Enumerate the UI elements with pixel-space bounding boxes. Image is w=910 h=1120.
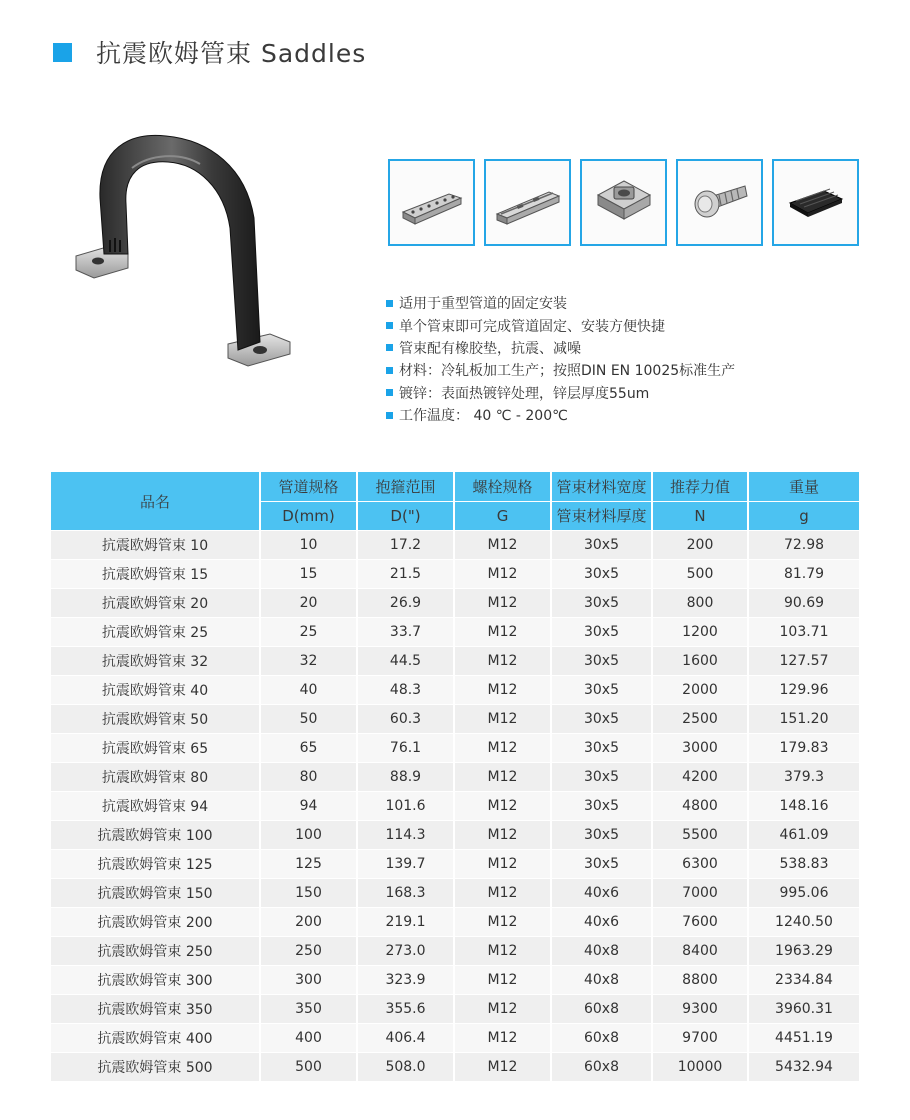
table-row [51,821,859,850]
table-cell: 6300 [653,850,749,879]
table-cell: M12 [455,1024,552,1053]
table-cell: 15 [261,560,358,589]
product-name-cell: 抗震欧姆管束 400 [51,1024,261,1053]
accessory-hex-bolt [676,159,763,246]
table-cell: M12 [455,908,552,937]
table-cell: 127.57 [749,647,859,676]
table-cell: 179.83 [749,734,859,763]
table-cell: 350 [261,995,358,1024]
bullet-icon [386,367,393,374]
product-name-cell: 抗震欧姆管束 94 [51,792,261,821]
table-row [51,647,859,676]
table-cell: 4451.19 [749,1024,859,1053]
product-name-cell: 抗震欧姆管束 32 [51,647,261,676]
table-cell: 30x5 [552,676,653,705]
col-header-name: 品名 [51,472,261,531]
table-row [51,908,859,937]
table-cell: 76.1 [358,734,455,763]
page-title: 抗震欧姆管束 Saddles [96,39,367,68]
table-cell: 30x5 [552,618,653,647]
table-cell: M12 [455,676,552,705]
table-cell: 88.9 [358,763,455,792]
table-cell: 1240.50 [749,908,859,937]
channel-nut-icon [397,178,467,228]
table-cell: 200 [653,531,749,560]
product-name-cell: 抗震欧姆管束 350 [51,995,261,1024]
table-cell: 114.3 [358,821,455,850]
product-name-cell: 抗震欧姆管束 25 [51,618,261,647]
table-cell: 10000 [653,1053,749,1082]
product-name-cell: 抗震欧姆管束 150 [51,879,261,908]
table-row [51,1024,859,1053]
table-cell: 7600 [653,908,749,937]
table-cell: 94 [261,792,358,821]
table-cell: M12 [455,734,552,763]
product-name-cell: 抗震欧姆管束 125 [51,850,261,879]
table-cell: 508.0 [358,1053,455,1082]
table-body [51,531,859,1082]
table-cell: 40x8 [552,937,653,966]
table-row [51,850,859,879]
table-cell: 40 [261,676,358,705]
table-cell: 25 [261,618,358,647]
product-name-cell: 抗震欧姆管束 10 [51,531,261,560]
table-cell: 129.96 [749,676,859,705]
table-row [51,676,859,705]
table-cell: 44.5 [358,647,455,676]
table-cell: 150 [261,879,358,908]
table-row [51,879,859,908]
table-cell: 5500 [653,821,749,850]
product-name-cell: 抗震欧姆管束 80 [51,763,261,792]
table-row [51,937,859,966]
product-name-cell: 抗震欧姆管束 50 [51,705,261,734]
table-cell: M12 [455,821,552,850]
product-name-cell: 抗震欧姆管束 100 [51,821,261,850]
table-cell: 8400 [653,937,749,966]
table-cell: M12 [455,705,552,734]
table-cell: M12 [455,792,552,821]
table-cell: 1600 [653,647,749,676]
hex-bolt-icon [689,178,751,228]
table-cell: 103.71 [749,618,859,647]
table-cell: 101.6 [358,792,455,821]
table-cell: 500 [261,1053,358,1082]
table-cell: 9300 [653,995,749,1024]
table-cell: 995.06 [749,879,859,908]
table-cell: 323.9 [358,966,455,995]
table-cell: M12 [455,966,552,995]
table-cell: 151.20 [749,705,859,734]
accessory-gallery [388,159,859,246]
table-cell: 33.7 [358,618,455,647]
rubber-pad-icon [784,183,848,223]
table-cell: 1963.29 [749,937,859,966]
table-cell: 2500 [653,705,749,734]
table-cell: 60x8 [552,1053,653,1082]
product-name-cell: 抗震欧姆管束 300 [51,966,261,995]
table-cell: 538.83 [749,850,859,879]
table-cell: M12 [455,879,552,908]
table-cell: 81.79 [749,560,859,589]
feature-item: 材料：冷轧板加工生产；按照DIN EN 10025标准生产 [386,359,735,381]
table-cell: 1200 [653,618,749,647]
col-unit: D(mm) [261,502,358,532]
table-cell: 30x5 [552,589,653,618]
table-cell: 30x5 [552,560,653,589]
table-header-row [51,472,859,502]
product-name-cell: 抗震欧姆管束 65 [51,734,261,763]
table-cell: 125 [261,850,358,879]
col-header: 抱箍范围 [358,472,455,502]
table-cell: 30x5 [552,821,653,850]
product-name-cell: 抗震欧姆管束 500 [51,1053,261,1082]
accessory-c-channel [484,159,571,246]
table-cell: 219.1 [358,908,455,937]
col-header: 螺栓规格 [455,472,552,502]
table-cell: M12 [455,850,552,879]
table-cell: 40x6 [552,908,653,937]
table-cell: 40x6 [552,879,653,908]
col-header: 管道规格 [261,472,358,502]
table-row [51,792,859,821]
table-cell: 3960.31 [749,995,859,1024]
feature-item: 管束配有橡胶垫，抗震、减噪 [386,337,735,359]
table-cell: 139.7 [358,850,455,879]
bullet-icon [386,322,393,329]
table-row [51,589,859,618]
table-cell: 8800 [653,966,749,995]
table-cell: 379.3 [749,763,859,792]
table-cell: 200 [261,908,358,937]
table-cell: 800 [653,589,749,618]
table-cell: 60x8 [552,1024,653,1053]
table-cell: M12 [455,618,552,647]
table-row [51,966,859,995]
table-cell: M12 [455,995,552,1024]
table-cell: M12 [455,560,552,589]
table-cell: 4800 [653,792,749,821]
col-unit: 管束材料厚度 [552,502,653,532]
product-name-cell: 抗震欧姆管束 200 [51,908,261,937]
table-cell: 80 [261,763,358,792]
table-cell: M12 [455,647,552,676]
table-cell: 30x5 [552,705,653,734]
table-cell: 5432.94 [749,1053,859,1082]
table-cell: 400 [261,1024,358,1053]
table-row [51,618,859,647]
table-row [51,1053,859,1082]
table-cell: 20 [261,589,358,618]
table-cell: 148.16 [749,792,859,821]
table-cell: 406.4 [358,1024,455,1053]
table-cell: 168.3 [358,879,455,908]
square-washer-icon [594,175,654,231]
table-cell: 50 [261,705,358,734]
table-cell: 100 [261,821,358,850]
table-cell: 30x5 [552,647,653,676]
page-header [53,34,366,70]
feature-item: 单个管束即可完成管道固定、安装方便快捷 [386,314,735,336]
product-name-cell: 抗震欧姆管束 40 [51,676,261,705]
table-cell: 300 [261,966,358,995]
table-cell: M12 [455,937,552,966]
product-name-cell: 抗震欧姆管束 250 [51,937,261,966]
table-cell: 30x5 [552,792,653,821]
table-row [51,995,859,1024]
table-cell: 273.0 [358,937,455,966]
bullet-icon [386,300,393,307]
table-cell: 30x5 [552,531,653,560]
product-name-cell: 抗震欧姆管束 15 [51,560,261,589]
feature-item: 镀锌：表面热镀锌处理，锌层厚度55um [386,382,735,404]
accessory-square-washer [580,159,667,246]
table-cell: 7000 [653,879,749,908]
table-cell: M12 [455,589,552,618]
col-header: 推荐力值 [653,472,749,502]
table-cell: 30x5 [552,763,653,792]
accessory-channel-nut [388,159,475,246]
table-cell: 48.3 [358,676,455,705]
table-cell: 65 [261,734,358,763]
table-cell: M12 [455,531,552,560]
table-cell: 72.98 [749,531,859,560]
table-cell: 90.69 [749,589,859,618]
table-row [51,531,859,560]
feature-item: 适用于重型管道的固定安装 [386,292,735,314]
table-cell: 40x8 [552,966,653,995]
table-cell: 4200 [653,763,749,792]
table-cell: 10 [261,531,358,560]
table-cell: 461.09 [749,821,859,850]
col-unit: g [749,502,859,532]
table-row [51,560,859,589]
table-row [51,763,859,792]
product-name-cell: 抗震欧姆管束 20 [51,589,261,618]
table-row [51,705,859,734]
spec-table [51,472,859,1082]
table-cell: 2000 [653,676,749,705]
table-cell: 9700 [653,1024,749,1053]
table-cell: 60.3 [358,705,455,734]
table-cell: 21.5 [358,560,455,589]
bullet-icon [386,344,393,351]
col-header: 重量 [749,472,859,502]
feature-item: 工作温度： 40 ℃ - 200℃ [386,404,735,426]
col-unit: N [653,502,749,532]
feature-list [386,292,735,426]
table-cell: 355.6 [358,995,455,1024]
accessory-rubber-pad [772,159,859,246]
table-cell: 500 [653,560,749,589]
table-row [51,734,859,763]
table-cell: 26.9 [358,589,455,618]
col-header: 管束材料宽度 [552,472,653,502]
bullet-icon [386,389,393,396]
table-cell: 2334.84 [749,966,859,995]
table-cell: 250 [261,937,358,966]
title-marker [53,43,72,62]
table-cell: 32 [261,647,358,676]
table-cell: M12 [455,763,552,792]
table-cell: 60x8 [552,995,653,1024]
c-channel-icon [491,178,565,228]
bullet-icon [386,412,393,419]
table-cell: M12 [455,1053,552,1082]
table-cell: 30x5 [552,850,653,879]
col-unit: D(") [358,502,455,532]
table-cell: 3000 [653,734,749,763]
table-cell: 30x5 [552,734,653,763]
omega-saddle-illustration [70,128,300,376]
col-unit: G [455,502,552,532]
table-cell: 17.2 [358,531,455,560]
